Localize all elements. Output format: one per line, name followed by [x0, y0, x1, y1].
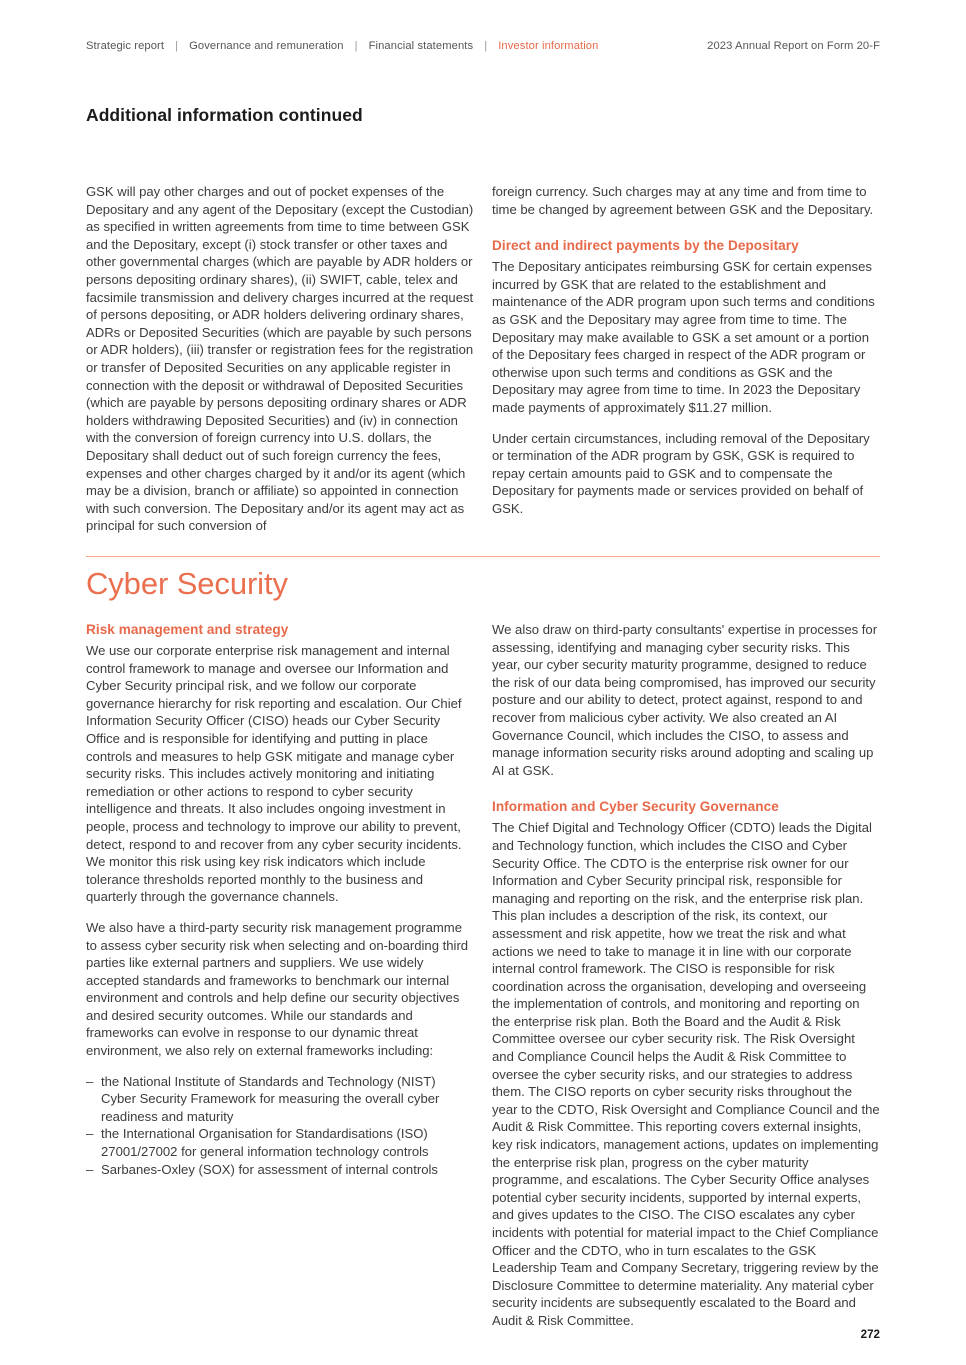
- section-heading-direct-and-indirect-payments: Direct and indirect payments by the Depositary: [492, 238, 799, 254]
- top-section-right-column: [492, 183, 880, 518]
- dash-bullet-icon: –: [86, 1161, 94, 1177]
- list-item-label: Sarbanes-Oxley (SOX) for assessment of internal controls: [101, 1161, 438, 1177]
- list-item-label: the National Institute of Standards and Technology (NIST) Cyber Security Framework for measuring the overall cyber readiness and maturity: [101, 1073, 440, 1124]
- running-header: [86, 40, 880, 52]
- page-title: Additional information continued: [86, 105, 363, 125]
- section-divider: [86, 556, 880, 557]
- dash-bullet-icon: –: [86, 1073, 94, 1089]
- breadcrumb: [86, 40, 598, 52]
- paragraph: The Chief Digital and Technology Officer (CDTO) leads the Digital and Technology function, which includes the CISO and Cyber Security Office. The CDTO is the enterprise risk owner for our Information and Cyber Security principal risk, responsible for managing and reporting on the risk, and the enterprise risk plan. This plan includes a description of the risk, its context, our assessment and risk appetite, how we treat the risk and what actions we need to take to manage it in line with our corporate internal control framework. The CISO is responsible for risk coordination across the organisation, developing and overseeing the implementation of controls, and monitoring and reporting on the enterprise risk plan. Both the Board and the Audit & Risk Committee oversee our cyber security risk. The Risk Oversight and Compliance Council helps the Audit & Risk Committee to oversee the cyber security risks, and our strategies to address them. The CISO reports on cyber security risks throughout the year to the CDTO, Risk Oversight and Compliance Council and the Audit & Risk Committee. This reporting covers external insights, key risk indicators, management actions, updates on implementing the enterprise risk plan, progress on the cyber maturity programme, and escalations. The Cyber Security Office analyses potential cyber security incidents, supported by internal experts, and gives updates to the CISO. The CISO escalates any cyber incidents with potential for material impact to the Chief Compliance Officer and the CDTO, who in turn escalates to the GSK Leadership Team and Company Secretary, triggering review by the Disclosure Committee to determine materiality. Any material cyber security incidents are subsequently escalated to the Board and Audit & Risk Committee.: [492, 820, 880, 1328]
- paragraph: Under certain circumstances, including removal of the Depositary or termination of the ADR program by GSK, GSK is required to repay certain amounts paid to GSK and to compensate the Depositary for payments made or services provided on behalf of GSK.: [492, 430, 870, 516]
- section-heading-information-and-cyber-security-governance: Information and Cyber Security Governance: [492, 799, 779, 815]
- breadcrumb-item-financial-statements[interactable]: Financial statements: [368, 40, 474, 52]
- list-item-label: the International Organisation for Standardisations (ISO) 27001/27002 for general information technology controls: [101, 1126, 429, 1160]
- paragraph: The Depositary anticipates reimbursing GSK for certain expenses incurred by GSK that are related to the establishment and maintenance of the ADR program upon such terms and conditions as GSK and the Depositary may agree from time to time. The Depositary may make available to GSK a set amount or a portion of the Depositary fees charged in respect of the ADR program or otherwise upon such terms and conditions as GSK and the Depositary may agree from time to time. In 2023 the Depositary made payments of approximately $11.27 million.: [492, 259, 875, 415]
- breadcrumb-separator: |: [175, 40, 179, 52]
- list-item: [86, 1125, 474, 1160]
- cyber-section-left-column: [86, 621, 474, 1178]
- paragraph: We use our corporate enterprise risk management and internal control framework to manage and oversee our Information and Cyber Security principal risk, and we follow our corporate governance hierarchy for risk reporting and escalation. Our Chief Information Security Officer (CISO) heads our Cyber Security Office and is responsible for identifying and putting in place controls and measures to help GSK mitigate and manage cyber security risks. This includes actively monitoring and initiating remediation or other actions to respond to cyber security intelligence and threats. It also includes ongoing investment in people, process and technology to improve our ability to prevent, detect, respond to and recover from any cyber security incidents. We monitor this risk using key risk indicators which include tolerance thresholds reported monthly to the business and quarterly through the governance channels.: [86, 643, 462, 905]
- breadcrumb-item-investor-information[interactable]: Investor information: [498, 40, 599, 52]
- page-number: 272: [860, 1328, 880, 1341]
- document-reference: 2023 Annual Report on Form 20-F: [707, 40, 880, 52]
- paragraph: foreign currency. Such charges may at any time and from time to time be changed by agreement between GSK and the Depositary.: [492, 184, 874, 217]
- section-heading-risk-management-and-strategy: Risk management and strategy: [86, 622, 289, 637]
- dash-bullet-icon: –: [86, 1126, 94, 1142]
- frameworks-list: [86, 1073, 474, 1179]
- breadcrumb-item-governance-and-remuneration[interactable]: Governance and remuneration: [189, 40, 344, 52]
- paragraph: We also have a third-party security risk management programme to assess cyber security risk when selecting and on-boarding third parties like external partners and suppliers. We use widely accepted standards and frameworks to benchmark our internal environment and controls and help define our security objectives and desired security outcomes. While our standards and frameworks can evolve in response to our dynamic threat environment, we also rely on external frameworks including:: [86, 919, 469, 1059]
- top-section-left-column: [86, 183, 474, 535]
- section-title-cyber-security: Cyber Security: [86, 566, 288, 601]
- list-item: [86, 1161, 474, 1179]
- cyber-section-right-column: [492, 621, 880, 1330]
- paragraph: We also draw on third-party consultants' expertise in processes for assessing, identifying and managing cyber security risks. This year, our cyber security maturity programme, designed to reduce the risk of our data being compromised, has improved our security posture and our ability to detect, protect against, respond to and recover from malicious cyber activity. We also created an AI Governance Council, which includes the CISO, to assess and manage information security risks around adopting and scaling up AI at GSK.: [492, 622, 878, 778]
- breadcrumb-separator: |: [484, 40, 488, 52]
- list-item: [86, 1073, 474, 1126]
- breadcrumb-separator: |: [354, 40, 358, 52]
- breadcrumb-item-strategic-report[interactable]: Strategic report: [86, 40, 165, 52]
- paragraph: GSK will pay other charges and out of pocket expenses of the Depositary and any agent of the Depositary (except the Custodian) as specified in written agreements from time to time between GSK and the Depositary, except (i) stock transfer or other taxes and other governmental charges (which are payable by ADR holders or persons depositing ordinary shares), (ii) SWIFT, cable, telex and facsimile transmission and delivery charges incurred at the request of persons depositing, or ADR holders delivering ordinary shares, ADRs or Deposited Securities (which are payable by such persons or ADR holders), (iii) transfer or registration fees for the registration or transfer of Deposited Securities on any applicable register in connection with the deposit or withdrawal of Deposited Securities (which are payable by persons depositing ordinary shares or ADR holders withdrawing Deposited Securities) and (iv) in connection with the conversion of foreign currency into U.S. dollars, the Depositary shall deduct out of such foreign currency the fees, expenses and other charges charged by it and/or its agent (which may be a division, branch or affiliate) so appointed in connection with such conversion. The Depositary and/or its agent may act as principal for such conversion of: [86, 184, 474, 534]
